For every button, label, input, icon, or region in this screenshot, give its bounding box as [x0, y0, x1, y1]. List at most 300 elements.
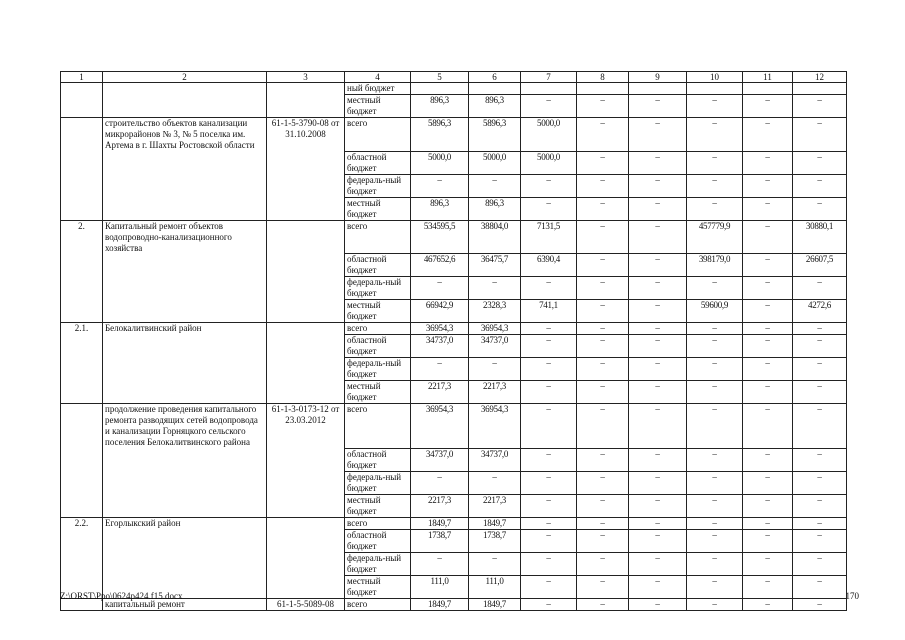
- value-cell: –: [629, 254, 687, 277]
- value-cell: 34737,0: [469, 448, 521, 471]
- table-row: [61, 552, 847, 575]
- budget-table: [60, 71, 847, 611]
- funding-source: всего: [345, 598, 411, 610]
- value-cell: –: [577, 494, 629, 517]
- col-header: 10: [687, 72, 743, 83]
- permit-code: [267, 151, 345, 174]
- col-header: 3: [267, 72, 345, 83]
- value-cell: 34737,0: [469, 335, 521, 358]
- object-name: [103, 277, 267, 300]
- value-cell: –: [793, 575, 847, 598]
- value-cell: –: [687, 552, 743, 575]
- value-cell: –: [629, 220, 687, 254]
- row-number: [61, 358, 103, 381]
- value-cell: –: [521, 517, 577, 529]
- value-cell: 34737,0: [411, 335, 469, 358]
- header-row: [61, 72, 847, 83]
- funding-source: федераль-ный бюджет: [345, 174, 411, 197]
- permit-code: [267, 494, 345, 517]
- value-cell: –: [629, 358, 687, 381]
- value-cell: 457779,9: [687, 220, 743, 254]
- table-row: [61, 517, 847, 529]
- value-cell: –: [743, 529, 793, 552]
- object-name: [103, 83, 267, 95]
- table-row: [61, 404, 847, 449]
- value-cell: –: [743, 598, 793, 610]
- permit-code: [267, 277, 345, 300]
- value-cell: 5896,3: [469, 118, 521, 152]
- funding-source: местный бюджет: [345, 575, 411, 598]
- value-cell: –: [793, 174, 847, 197]
- value-cell: –: [629, 598, 687, 610]
- value-cell: –: [743, 552, 793, 575]
- value-cell: –: [521, 552, 577, 575]
- value-cell: –: [469, 471, 521, 494]
- value-cell: 2217,3: [469, 381, 521, 404]
- col-header: 1: [61, 72, 103, 83]
- row-number: [61, 254, 103, 277]
- value-cell: –: [629, 151, 687, 174]
- value-cell: –: [469, 552, 521, 575]
- value-cell: 398179,0: [687, 254, 743, 277]
- value-cell: –: [629, 95, 687, 118]
- value-cell: –: [521, 494, 577, 517]
- value-cell: –: [687, 277, 743, 300]
- value-cell: –: [469, 174, 521, 197]
- value-cell: 36954,3: [411, 323, 469, 335]
- value-cell: –: [577, 598, 629, 610]
- object-name: строительство объектов канализации микрорайонов № 3, № 5 поселка им. Артема в г. Шахты Ростовской области: [103, 118, 267, 152]
- col-header: 9: [629, 72, 687, 83]
- row-number: [61, 335, 103, 358]
- value-cell: 5896,3: [411, 118, 469, 152]
- value-cell: 5000,0: [469, 151, 521, 174]
- value-cell: 467652,6: [411, 254, 469, 277]
- value-cell: –: [521, 404, 577, 449]
- object-name: [103, 552, 267, 575]
- permit-code: [267, 552, 345, 575]
- value-cell: –: [411, 552, 469, 575]
- value-cell: –: [629, 118, 687, 152]
- value-cell: –: [629, 552, 687, 575]
- value-cell: [411, 83, 469, 95]
- value-cell: 5000,0: [411, 151, 469, 174]
- value-cell: [469, 83, 521, 95]
- table-row: [61, 83, 847, 95]
- value-cell: –: [743, 358, 793, 381]
- value-cell: –: [687, 529, 743, 552]
- table-row: [61, 381, 847, 404]
- funding-source: местный бюджет: [345, 300, 411, 323]
- value-cell: –: [793, 151, 847, 174]
- value-cell: –: [687, 448, 743, 471]
- value-cell: –: [743, 300, 793, 323]
- permit-code: [267, 174, 345, 197]
- row-number: [61, 118, 103, 152]
- value-cell: –: [793, 323, 847, 335]
- table-row: [61, 358, 847, 381]
- value-cell: –: [521, 471, 577, 494]
- row-number: [61, 381, 103, 404]
- permit-code: 61-1-5-3790-08 от 31.10.2008: [267, 118, 345, 152]
- funding-source: всего: [345, 220, 411, 254]
- row-number: [61, 83, 103, 95]
- value-cell: –: [687, 358, 743, 381]
- row-number: [61, 95, 103, 118]
- value-cell: –: [743, 323, 793, 335]
- object-name: [103, 335, 267, 358]
- value-cell: –: [793, 381, 847, 404]
- value-cell: –: [521, 598, 577, 610]
- row-number: [61, 471, 103, 494]
- value-cell: –: [793, 529, 847, 552]
- table-row: [61, 277, 847, 300]
- value-cell: 2217,3: [411, 494, 469, 517]
- funding-source: местный бюджет: [345, 381, 411, 404]
- value-cell: –: [521, 448, 577, 471]
- value-cell: –: [411, 358, 469, 381]
- value-cell: –: [793, 517, 847, 529]
- object-name: [103, 471, 267, 494]
- value-cell: [521, 83, 577, 95]
- object-name: [103, 494, 267, 517]
- value-cell: –: [577, 323, 629, 335]
- funding-source: федераль-ный бюджет: [345, 471, 411, 494]
- value-cell: –: [521, 575, 577, 598]
- value-cell: –: [629, 404, 687, 449]
- value-cell: –: [577, 358, 629, 381]
- value-cell: –: [793, 448, 847, 471]
- value-cell: –: [743, 174, 793, 197]
- value-cell: –: [629, 471, 687, 494]
- value-cell: –: [521, 95, 577, 118]
- funding-source: областной бюджет: [345, 529, 411, 552]
- value-cell: –: [629, 277, 687, 300]
- permit-code: [267, 197, 345, 220]
- table-row: [61, 448, 847, 471]
- object-name: Егорлыкский район: [103, 517, 267, 529]
- value-cell: –: [743, 575, 793, 598]
- row-number: 2.2.: [61, 517, 103, 529]
- table-row: [61, 220, 847, 254]
- value-cell: –: [629, 529, 687, 552]
- value-cell: 38804,0: [469, 220, 521, 254]
- object-name: Капитальный ремонт объектов водопроводно-канализационного хозяйства: [103, 220, 267, 254]
- value-cell: –: [577, 529, 629, 552]
- value-cell: –: [629, 381, 687, 404]
- value-cell: –: [743, 494, 793, 517]
- object-name: [103, 254, 267, 277]
- value-cell: [687, 83, 743, 95]
- col-header: 12: [793, 72, 847, 83]
- value-cell: –: [577, 448, 629, 471]
- value-cell: 36954,3: [469, 323, 521, 335]
- permit-code: [267, 254, 345, 277]
- permit-code: [267, 335, 345, 358]
- value-cell: 36475,7: [469, 254, 521, 277]
- value-cell: [743, 83, 793, 95]
- value-cell: –: [577, 95, 629, 118]
- table-row: [61, 118, 847, 152]
- funding-source: федераль-ный бюджет: [345, 358, 411, 381]
- row-number: 2.1.: [61, 323, 103, 335]
- permit-code: [267, 300, 345, 323]
- permit-code: [267, 381, 345, 404]
- value-cell: –: [687, 335, 743, 358]
- value-cell: 2217,3: [469, 494, 521, 517]
- table-row: [61, 151, 847, 174]
- row-number: [61, 277, 103, 300]
- value-cell: 26607,5: [793, 254, 847, 277]
- object-name: [103, 300, 267, 323]
- value-cell: –: [743, 118, 793, 152]
- row-number: [61, 448, 103, 471]
- object-name: [103, 197, 267, 220]
- table-row: [61, 254, 847, 277]
- value-cell: –: [411, 471, 469, 494]
- value-cell: –: [411, 174, 469, 197]
- value-cell: 896,3: [411, 95, 469, 118]
- funding-source: областной бюджет: [345, 254, 411, 277]
- value-cell: –: [687, 404, 743, 449]
- funding-source: местный бюджет: [345, 197, 411, 220]
- value-cell: –: [687, 151, 743, 174]
- funding-source: всего: [345, 323, 411, 335]
- object-name: [103, 358, 267, 381]
- value-cell: –: [577, 552, 629, 575]
- value-cell: –: [793, 335, 847, 358]
- value-cell: –: [793, 95, 847, 118]
- value-cell: –: [743, 95, 793, 118]
- value-cell: 1849,7: [469, 598, 521, 610]
- value-cell: –: [793, 404, 847, 449]
- row-number: [61, 494, 103, 517]
- value-cell: 5000,0: [521, 151, 577, 174]
- col-header: 5: [411, 72, 469, 83]
- value-cell: –: [743, 448, 793, 471]
- value-cell: –: [687, 118, 743, 152]
- value-cell: –: [629, 174, 687, 197]
- value-cell: –: [521, 529, 577, 552]
- permit-code: [267, 471, 345, 494]
- table-row: [61, 323, 847, 335]
- value-cell: –: [629, 517, 687, 529]
- value-cell: –: [793, 598, 847, 610]
- funding-source: ный бюджет: [345, 83, 411, 95]
- col-header: 6: [469, 72, 521, 83]
- value-cell: –: [577, 151, 629, 174]
- object-name: [103, 151, 267, 174]
- value-cell: –: [577, 335, 629, 358]
- value-cell: –: [469, 277, 521, 300]
- value-cell: –: [577, 197, 629, 220]
- value-cell: –: [629, 300, 687, 323]
- funding-source: областной бюджет: [345, 151, 411, 174]
- value-cell: –: [521, 197, 577, 220]
- permit-code: [267, 517, 345, 529]
- value-cell: –: [687, 197, 743, 220]
- value-cell: –: [577, 404, 629, 449]
- value-cell: 896,3: [469, 95, 521, 118]
- value-cell: –: [577, 118, 629, 152]
- value-cell: –: [687, 575, 743, 598]
- value-cell: –: [793, 277, 847, 300]
- value-cell: –: [629, 197, 687, 220]
- value-cell: –: [521, 323, 577, 335]
- value-cell: 1738,7: [469, 529, 521, 552]
- value-cell: 534595,5: [411, 220, 469, 254]
- table-row: [61, 529, 847, 552]
- value-cell: –: [521, 174, 577, 197]
- value-cell: –: [687, 95, 743, 118]
- value-cell: –: [521, 381, 577, 404]
- permit-code: [267, 575, 345, 598]
- value-cell: –: [743, 335, 793, 358]
- value-cell: –: [577, 277, 629, 300]
- value-cell: –: [411, 277, 469, 300]
- value-cell: –: [577, 381, 629, 404]
- value-cell: 1849,7: [469, 517, 521, 529]
- value-cell: –: [687, 471, 743, 494]
- value-cell: –: [577, 517, 629, 529]
- value-cell: –: [743, 197, 793, 220]
- permit-code: [267, 95, 345, 118]
- value-cell: –: [629, 335, 687, 358]
- page-number: 170: [845, 591, 859, 601]
- object-name: [103, 95, 267, 118]
- funding-source: всего: [345, 404, 411, 449]
- object-name: Белокалитвинский район: [103, 323, 267, 335]
- value-cell: –: [629, 323, 687, 335]
- value-cell: 111,0: [469, 575, 521, 598]
- permit-code: [267, 529, 345, 552]
- value-cell: –: [577, 300, 629, 323]
- value-cell: 5000,0: [521, 118, 577, 152]
- row-number: [61, 300, 103, 323]
- value-cell: –: [469, 358, 521, 381]
- value-cell: –: [743, 404, 793, 449]
- value-cell: –: [687, 517, 743, 529]
- value-cell: 2328,3: [469, 300, 521, 323]
- permit-code: [267, 323, 345, 335]
- funding-source: местный бюджет: [345, 95, 411, 118]
- funding-source: областной бюджет: [345, 448, 411, 471]
- value-cell: –: [577, 471, 629, 494]
- value-cell: –: [687, 598, 743, 610]
- row-number: 2.: [61, 220, 103, 254]
- row-number: [61, 197, 103, 220]
- value-cell: 59600,9: [687, 300, 743, 323]
- value-cell: –: [577, 575, 629, 598]
- value-cell: –: [629, 575, 687, 598]
- value-cell: [629, 83, 687, 95]
- table-row: [61, 95, 847, 118]
- value-cell: 896,3: [469, 197, 521, 220]
- value-cell: –: [687, 381, 743, 404]
- col-header: 2: [103, 72, 267, 83]
- value-cell: 4272,6: [793, 300, 847, 323]
- value-cell: –: [577, 174, 629, 197]
- value-cell: –: [629, 494, 687, 517]
- value-cell: 1738,7: [411, 529, 469, 552]
- table-row: [61, 174, 847, 197]
- value-cell: –: [577, 220, 629, 254]
- permit-code: [267, 448, 345, 471]
- value-cell: 66942,9: [411, 300, 469, 323]
- table-row: [61, 197, 847, 220]
- value-cell: 741,1: [521, 300, 577, 323]
- col-header: 7: [521, 72, 577, 83]
- value-cell: –: [577, 254, 629, 277]
- value-cell: –: [793, 471, 847, 494]
- value-cell: –: [687, 494, 743, 517]
- object-name: [103, 529, 267, 552]
- value-cell: –: [743, 471, 793, 494]
- permit-code: [267, 220, 345, 254]
- row-number: [61, 404, 103, 449]
- permit-code: [267, 358, 345, 381]
- value-cell: [793, 83, 847, 95]
- col-header: 4: [345, 72, 411, 83]
- col-header: 8: [577, 72, 629, 83]
- table-row: [61, 494, 847, 517]
- object-name: продолжение проведения капитального ремонта разводящих сетей водопровода и канализации Горняцкого сельского поселения Белокалитвинского района: [103, 404, 267, 449]
- value-cell: 7131,5: [521, 220, 577, 254]
- table-row: [61, 335, 847, 358]
- value-cell: 36954,3: [469, 404, 521, 449]
- col-header: 11: [743, 72, 793, 83]
- funding-source: областной бюджет: [345, 335, 411, 358]
- value-cell: –: [629, 448, 687, 471]
- table-row: [61, 300, 847, 323]
- value-cell: 896,3: [411, 197, 469, 220]
- value-cell: –: [793, 358, 847, 381]
- value-cell: 111,0: [411, 575, 469, 598]
- funding-source: местный бюджет: [345, 494, 411, 517]
- value-cell: –: [687, 323, 743, 335]
- funding-source: всего: [345, 118, 411, 152]
- value-cell: –: [743, 151, 793, 174]
- object-name: [103, 381, 267, 404]
- file-path: Z:\ORST\Ppo\0624p424.f15.docx: [60, 591, 183, 601]
- value-cell: –: [793, 494, 847, 517]
- funding-source: федераль-ный бюджет: [345, 277, 411, 300]
- funding-source: федераль-ный бюджет: [345, 552, 411, 575]
- value-cell: [577, 83, 629, 95]
- value-cell: –: [793, 197, 847, 220]
- row-number: [61, 529, 103, 552]
- object-name: капитальный ремонт: [103, 598, 267, 610]
- table-row: [61, 471, 847, 494]
- value-cell: 30880,1: [793, 220, 847, 254]
- value-cell: 1849,7: [411, 517, 469, 529]
- value-cell: –: [521, 335, 577, 358]
- value-cell: 6390,4: [521, 254, 577, 277]
- row-number: [61, 174, 103, 197]
- value-cell: 1849,7: [411, 598, 469, 610]
- permit-code: 61-1-3-0173-12 от 23.03.2012: [267, 404, 345, 449]
- object-name: [103, 174, 267, 197]
- value-cell: –: [743, 254, 793, 277]
- value-cell: –: [521, 277, 577, 300]
- value-cell: –: [793, 552, 847, 575]
- funding-source: всего: [345, 517, 411, 529]
- value-cell: –: [687, 174, 743, 197]
- value-cell: –: [743, 517, 793, 529]
- value-cell: –: [743, 277, 793, 300]
- row-number: [61, 151, 103, 174]
- value-cell: 2217,3: [411, 381, 469, 404]
